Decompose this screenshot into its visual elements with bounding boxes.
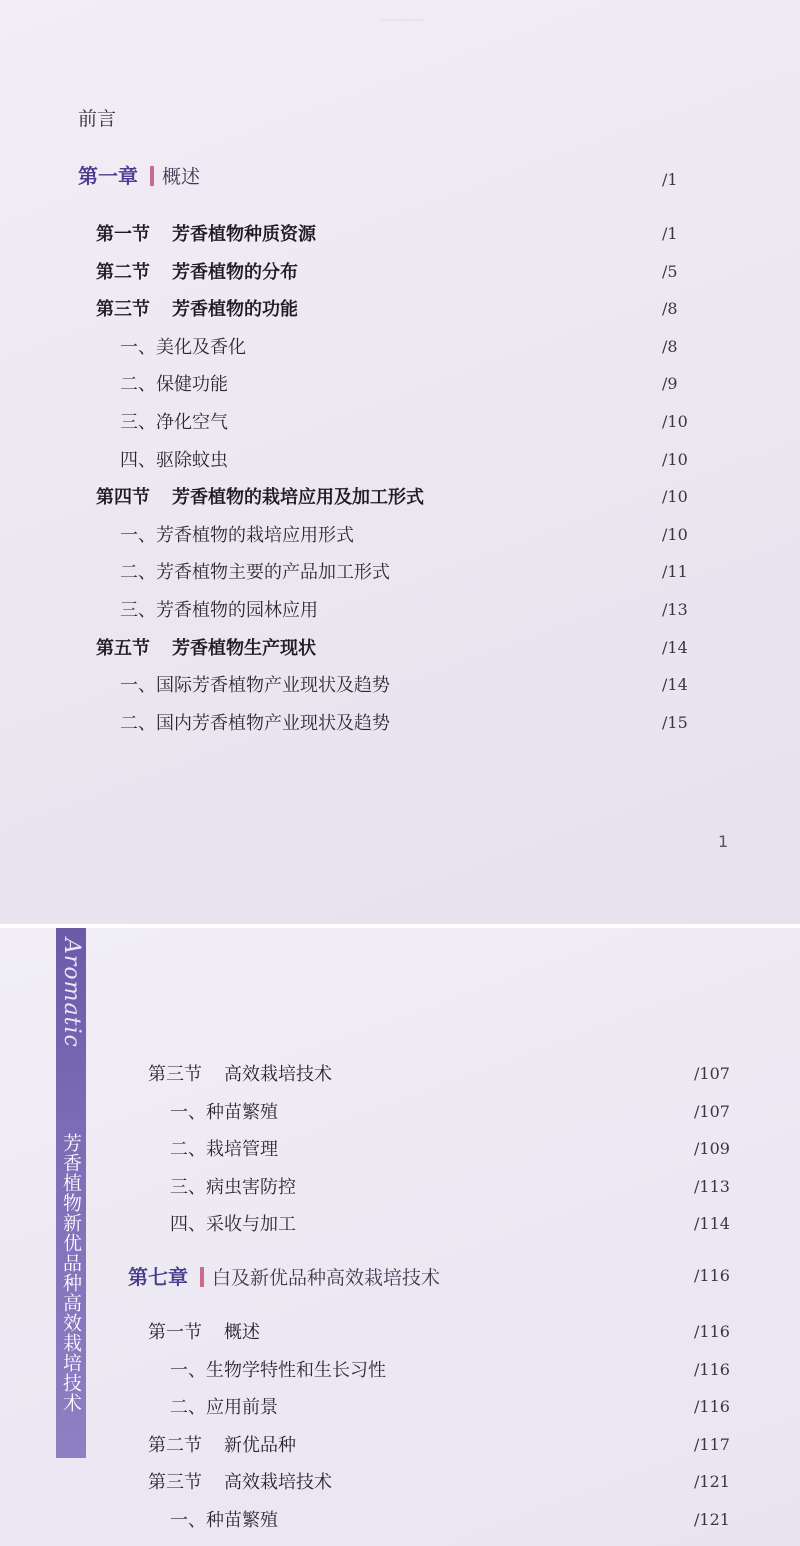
chapter-1-heading[interactable] [78, 160, 200, 189]
chapter-title: 概述 [162, 166, 201, 188]
spine-book-title: 芳香植物新优品种高效栽培技术 [60, 1133, 82, 1413]
toc-section-entry[interactable] [148, 1060, 332, 1086]
toc-section-entry[interactable] [148, 1431, 296, 1457]
section-title: 芳香植物生产现状 [172, 637, 316, 659]
preface-entry[interactable] [78, 104, 116, 131]
section-number: 第二节 [96, 261, 150, 283]
entry-page-ref: /116 [694, 1397, 730, 1416]
toc-subsection-entry[interactable] [120, 709, 390, 735]
section-title: 新优品种 [224, 1434, 296, 1456]
toc-subsection-entry[interactable] [170, 1210, 296, 1236]
toc-subsection-entry[interactable] [170, 1393, 278, 1419]
subsection-title: 一、国际芳香植物产业现状及趋势 [120, 675, 390, 697]
entry-page-ref: /116 [694, 1359, 730, 1379]
subsection-title: 一、美化及香化 [120, 336, 246, 358]
chapter-page-ref: /1 [662, 170, 678, 189]
section-number: 第三节 [148, 1064, 202, 1085]
subsection-title: 二、保健功能 [120, 374, 228, 396]
subsection-title: 三、净化空气 [120, 412, 228, 433]
entry-page-ref: /10 [662, 524, 688, 544]
section-title: 芳香植物的分布 [172, 261, 298, 283]
section-title: 芳香植物的栽培应用及加工形式 [172, 487, 424, 509]
toc-section-entry[interactable] [96, 634, 316, 660]
chapter-page-ref: /116 [694, 1266, 730, 1285]
chapter-accent-bar [150, 166, 154, 186]
subsection-title: 一、种苗繁殖 [170, 1509, 278, 1531]
entry-page-ref: /9 [662, 374, 678, 394]
subsection-title: 三、病虫害防控 [170, 1176, 296, 1198]
entry-page-ref: /8 [662, 336, 678, 356]
toc-subsection-entry[interactable] [120, 558, 390, 584]
subsection-title: 二、芳香植物主要的产品加工形式 [120, 562, 390, 584]
bleed-through-text: ——— [380, 10, 425, 28]
chapter-number: 第一章 [78, 164, 138, 188]
entry-page-ref: /109 [694, 1139, 730, 1158]
toc-subsection-entry[interactable] [120, 333, 246, 359]
section-number: 第一节 [148, 1322, 202, 1343]
toc-section-entry[interactable] [96, 295, 298, 321]
entry-page-ref: /116 [694, 1322, 730, 1341]
spine-script-title: Aromatic [59, 938, 84, 1048]
chapter-title: 白及新优品种高效栽培技术 [212, 1267, 441, 1289]
toc-subsection-entry[interactable] [170, 1173, 296, 1199]
toc-subsection-entry[interactable] [120, 596, 318, 622]
section-number: 第四节 [96, 487, 150, 509]
toc-section-entry[interactable] [96, 258, 298, 284]
section-title: 芳香植物种质资源 [172, 224, 316, 245]
entry-page-ref: /14 [662, 675, 688, 695]
entry-page-ref: /113 [694, 1176, 730, 1196]
subsection-title: 一、生物学特性和生长习性 [170, 1359, 386, 1381]
toc-subsection-entry[interactable] [120, 408, 228, 434]
entry-page-ref: /11 [662, 562, 688, 582]
section-title: 芳香植物的功能 [172, 299, 298, 321]
toc-section-entry[interactable] [96, 483, 424, 509]
entry-page-ref: /5 [662, 261, 678, 281]
toc-subsection-entry[interactable] [120, 671, 390, 697]
toc-subsection-entry[interactable] [170, 1506, 278, 1532]
entry-page-ref: /15 [662, 712, 688, 732]
subsection-title: 四、驱除蚊虫 [120, 449, 228, 471]
entry-page-ref: /107 [694, 1101, 730, 1121]
chapter-7-heading[interactable] [128, 1261, 440, 1290]
subsection-title: 三、芳香植物的园林应用 [120, 600, 318, 621]
section-title: 高效栽培技术 [224, 1472, 332, 1493]
entry-page-ref: /121 [694, 1472, 730, 1491]
toc-subsection-entry[interactable] [120, 446, 228, 472]
subsection-title: 二、国内芳香植物产业现状及趋势 [120, 712, 390, 734]
page-number: 1 [718, 832, 729, 851]
entry-page-ref: /8 [662, 299, 678, 319]
entry-page-ref: /121 [694, 1509, 730, 1529]
entry-page-ref: /114 [694, 1214, 730, 1233]
toc-section-entry[interactable] [96, 220, 316, 246]
toc-subsection-entry[interactable] [120, 521, 354, 547]
entry-page-ref: /1 [662, 224, 678, 243]
section-number: 第三节 [148, 1472, 202, 1493]
entry-page-ref: /10 [662, 412, 688, 431]
entry-page-ref: /107 [694, 1064, 730, 1083]
preface-label: 前言 [78, 108, 117, 130]
toc-section-entry[interactable] [148, 1468, 332, 1494]
section-title: 高效栽培技术 [224, 1064, 332, 1085]
subsection-title: 二、应用前景 [170, 1397, 278, 1418]
toc-page-2 [0, 928, 800, 1546]
toc-subsection-entry[interactable] [170, 1356, 386, 1382]
section-number: 第一节 [96, 224, 150, 245]
section-number: 第二节 [148, 1434, 202, 1456]
entry-page-ref: /10 [662, 449, 688, 469]
subsection-title: 二、栽培管理 [170, 1139, 278, 1160]
subsection-title: 四、采收与加工 [170, 1214, 296, 1235]
entry-page-ref: /117 [694, 1434, 730, 1454]
toc-subsection-entry[interactable] [120, 370, 228, 396]
chapter-accent-bar [200, 1267, 204, 1287]
entry-page-ref: /10 [662, 487, 688, 507]
entry-page-ref: /14 [662, 637, 688, 657]
toc-section-entry[interactable] [148, 1318, 260, 1344]
toc-subsection-entry[interactable] [170, 1098, 278, 1124]
entry-page-ref: /13 [662, 600, 688, 619]
section-title: 概述 [224, 1322, 260, 1343]
toc-subsection-entry[interactable] [170, 1135, 278, 1161]
section-number: 第三节 [96, 299, 150, 321]
subsection-title: 一、种苗繁殖 [170, 1101, 278, 1123]
section-number: 第五节 [96, 637, 150, 659]
subsection-title: 一、芳香植物的栽培应用形式 [120, 524, 354, 546]
chapter-number: 第七章 [128, 1265, 188, 1289]
